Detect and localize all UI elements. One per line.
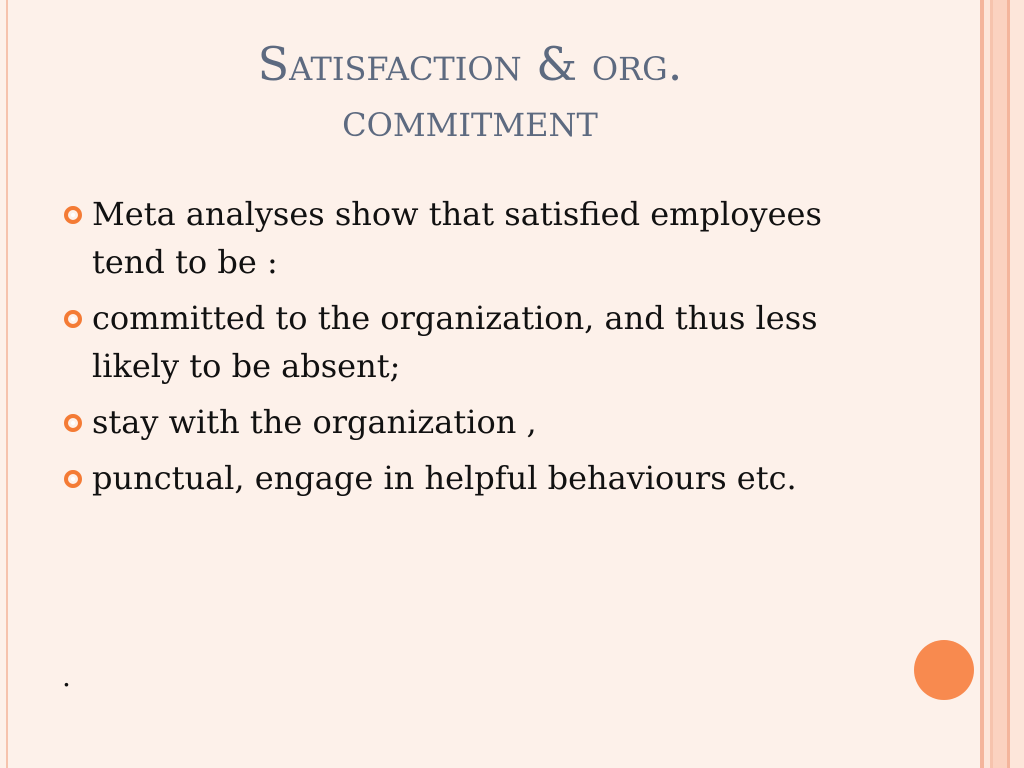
left-border-stripe	[0, 0, 8, 768]
orange-ring-bullet-icon	[64, 206, 82, 224]
orange-ring-bullet-icon	[64, 310, 82, 328]
footer-dot: .	[62, 660, 71, 693]
bullet-item	[62, 398, 862, 446]
bullet-item	[62, 294, 862, 390]
bullet-item	[62, 454, 862, 502]
slide-title-line-1: Satisfaction & org.	[257, 37, 683, 91]
bullet-text: committed to the organization, and thus less likely to be absent;	[92, 299, 818, 385]
bullet-list	[62, 190, 862, 510]
slide-title	[150, 36, 790, 148]
decorative-orange-circle	[914, 640, 974, 700]
slide-title-line-2: commitment	[342, 93, 598, 147]
bullet-text: Meta analyses show that satisfied employees tend to be :	[92, 195, 822, 281]
right-border-stripe	[1010, 0, 1024, 768]
bullet-text: stay with the organization ,	[92, 403, 537, 441]
right-border-stripe	[993, 0, 1007, 768]
bullet-text: punctual, engage in helpful behaviours etc.	[92, 459, 797, 497]
bullet-item	[62, 190, 862, 286]
orange-ring-bullet-icon	[64, 470, 82, 488]
orange-ring-bullet-icon	[64, 414, 82, 432]
